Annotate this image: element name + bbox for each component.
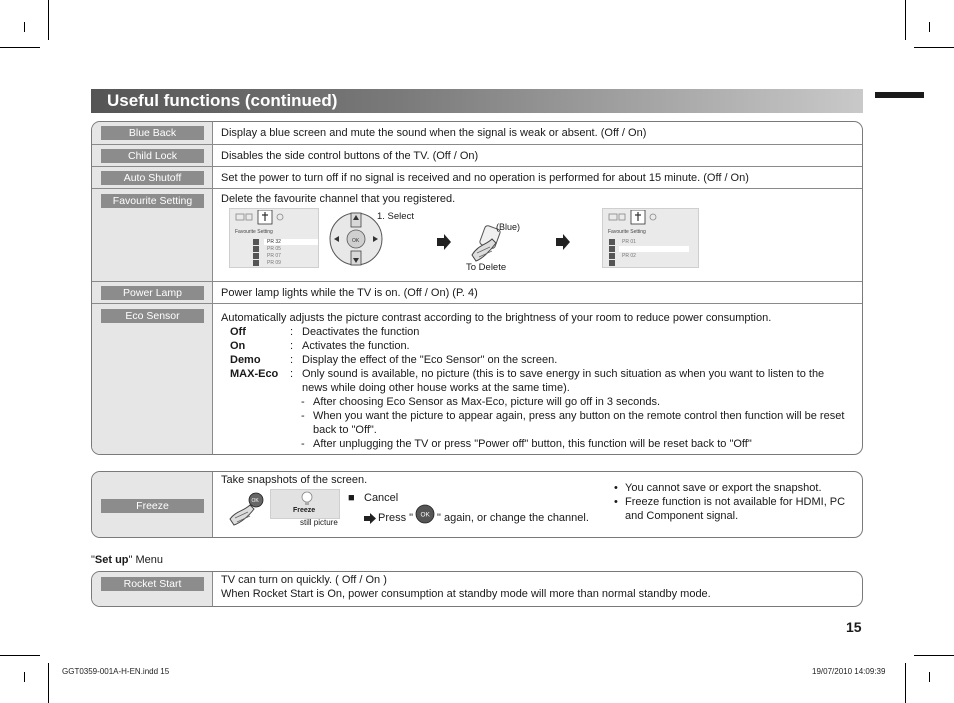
setup-quote-open: " (91, 554, 95, 566)
row-child-lock (92, 144, 862, 166)
desc-power-lamp: Power lamp lights while the TV is on. (Off / On) (P. 4) (221, 287, 478, 299)
arrow-right-icon (436, 234, 452, 250)
desc-eco-sensor: Automatically adjusts the picture contrast according to the brightness of your room to reduce power consumption. (221, 312, 772, 324)
crop-mark (914, 47, 954, 48)
desc-favourite-setting: Delete the favourite channel that you registered. (221, 193, 456, 205)
option-text: Deactivates the function (302, 326, 420, 338)
arrow-right-icon (555, 234, 571, 250)
freeze-table (91, 471, 863, 538)
crop-mark (48, 0, 49, 40)
channel-item: PR 01 (622, 239, 636, 245)
color-key (609, 239, 615, 245)
crop-mark (914, 655, 954, 656)
colon: : (290, 340, 294, 352)
colon: : (290, 326, 294, 338)
color-key (253, 239, 259, 245)
screen-title: Favourite Setting (608, 229, 646, 235)
to-delete-text: To Delete (466, 262, 507, 273)
color-key (609, 246, 615, 252)
svg-text:OK: OK (352, 238, 360, 244)
option-text: Only sound is available, no picture (this is to save energy in such situation as when you want to listen to the news while doing other house works at the same time). (302, 368, 825, 394)
color-key (609, 253, 615, 259)
row-eco-sensor (92, 303, 862, 455)
row-favourite-setting (92, 188, 862, 281)
row-blue-back (92, 122, 862, 144)
label-blue-back: Blue Back (101, 126, 204, 140)
crop-mark (24, 672, 25, 682)
dash: - (301, 438, 305, 450)
channel-item: PR 32 (264, 239, 318, 245)
setup-menu-suffix: " Menu (128, 554, 164, 566)
option-key-text: Off (230, 326, 246, 338)
freeze-screen (270, 489, 340, 519)
crop-mark (24, 22, 25, 32)
menu-tab-icons (234, 210, 294, 226)
screen-title: Favourite Setting (235, 229, 273, 235)
option-key (230, 367, 278, 381)
bullet-square: ■ (348, 492, 355, 504)
desc-auto-shutoff: Set the power to turn off if no signal is received and no operation is performed for about 15 minute. (Off / On) (221, 172, 749, 184)
eco-note: After unplugging the TV or press "Power off" button, this function will be reset back to "Off" (313, 438, 752, 450)
dash: - (301, 396, 305, 408)
hand-press-ok-icon (226, 491, 266, 527)
still-picture-label: still picture (300, 518, 338, 527)
option-key-text: On (230, 340, 246, 352)
eco-note: When you want the picture to appear again, press any button on the remote control then function will be reset back to "Off". (313, 410, 845, 436)
functions-table (91, 121, 863, 455)
label-rocket-start: Rocket Start (101, 577, 204, 591)
setup-bold: Set up (94, 554, 129, 566)
cancel-text: Cancel (364, 492, 399, 504)
crop-mark (905, 0, 906, 40)
label-favourite-setting: Favourite Setting (101, 194, 204, 208)
channel-item: PR 09 (267, 260, 281, 266)
option-key (230, 339, 245, 353)
page-title: Useful functions (continued) (107, 91, 338, 110)
label-freeze: Freeze (101, 499, 204, 513)
page-number: 15 (846, 619, 862, 635)
rocket-start-table (91, 571, 863, 607)
page-header (91, 89, 863, 113)
colon: : (290, 368, 294, 380)
label-auto-shutoff: Auto Shutoff (101, 171, 204, 185)
option-text: Activates the function. (302, 340, 410, 352)
dash: - (301, 410, 305, 422)
option-key (230, 325, 246, 339)
crop-mark (929, 672, 930, 682)
eco-note: After choosing Eco Sensor as Max-Eco, picture will go off in 3 seconds. (313, 396, 661, 408)
channel-item: PR 07 (267, 253, 281, 259)
color-key (253, 253, 259, 259)
favourite-menu-screen-after (602, 208, 699, 268)
rocket-start-line2: When Rocket Start is On, power consumption at standby mode will more than normal standby mode. (221, 588, 711, 600)
desc-freeze: Take snapshots of the screen. (221, 474, 368, 486)
ok-label: OK (420, 511, 430, 519)
step-select-text: 1. Select (377, 211, 414, 222)
rocket-start-line1: TV can turn on quickly. ( Off / On ) (221, 574, 387, 586)
option-text: Display the effect of the "Eco Sensor" on the screen. (302, 354, 558, 366)
crop-mark (905, 663, 906, 703)
section-tab-mark (875, 92, 924, 98)
footer-timestamp: 19/07/2010 14:09:39 (812, 667, 886, 676)
desc-child-lock: Disables the side control buttons of the TV. (Off / On) (221, 150, 479, 162)
bulb-icon (300, 491, 314, 507)
crop-mark (929, 22, 930, 32)
bullet: • (614, 482, 618, 494)
colon: : (290, 354, 294, 366)
blue-button-text: (Blue) (496, 222, 521, 232)
bullet: • (614, 496, 618, 508)
channel-item: PR 05 (267, 246, 281, 252)
freeze-note: You cannot save or export the snapshot. (625, 482, 822, 494)
ok-button-icon (415, 504, 435, 524)
row-power-lamp (92, 281, 862, 303)
freeze-note: Freeze function is not available for HDMI, PC and Component signal. (625, 496, 846, 522)
menu-tab-icons (607, 210, 667, 226)
label-eco-sensor: Eco Sensor (101, 309, 204, 323)
crop-mark (48, 663, 49, 703)
channel-item (619, 260, 689, 266)
channel-item: PR 02 (622, 253, 636, 259)
crop-mark (0, 47, 40, 48)
color-key (609, 260, 615, 266)
press-text-suffix: " again, or change the channel. (437, 512, 589, 524)
channel-item (619, 246, 689, 252)
label-child-lock: Child Lock (101, 149, 204, 163)
footer-file-info: GGT0359-001A-H-EN.indd 15 (62, 667, 170, 676)
favourite-menu-screen-before (229, 208, 319, 268)
option-key (230, 353, 261, 367)
color-key (253, 260, 259, 266)
setup-menu-heading (91, 553, 163, 567)
color-key (253, 246, 259, 252)
label-power-lamp: Power Lamp (101, 286, 204, 300)
option-key-text: MAX-Eco (230, 368, 279, 380)
arrow-right-icon (364, 513, 377, 524)
svg-text:OK: OK (251, 498, 259, 504)
freeze-screen-label: Freeze (293, 507, 316, 514)
crop-mark (0, 655, 40, 656)
row-auto-shutoff (92, 166, 862, 188)
desc-blue-back: Display a blue screen and mute the sound when the signal is weak or absent. (Off / On) (221, 127, 647, 139)
option-key-text: Demo (230, 354, 261, 366)
press-text-prefix: Press " (378, 512, 414, 524)
